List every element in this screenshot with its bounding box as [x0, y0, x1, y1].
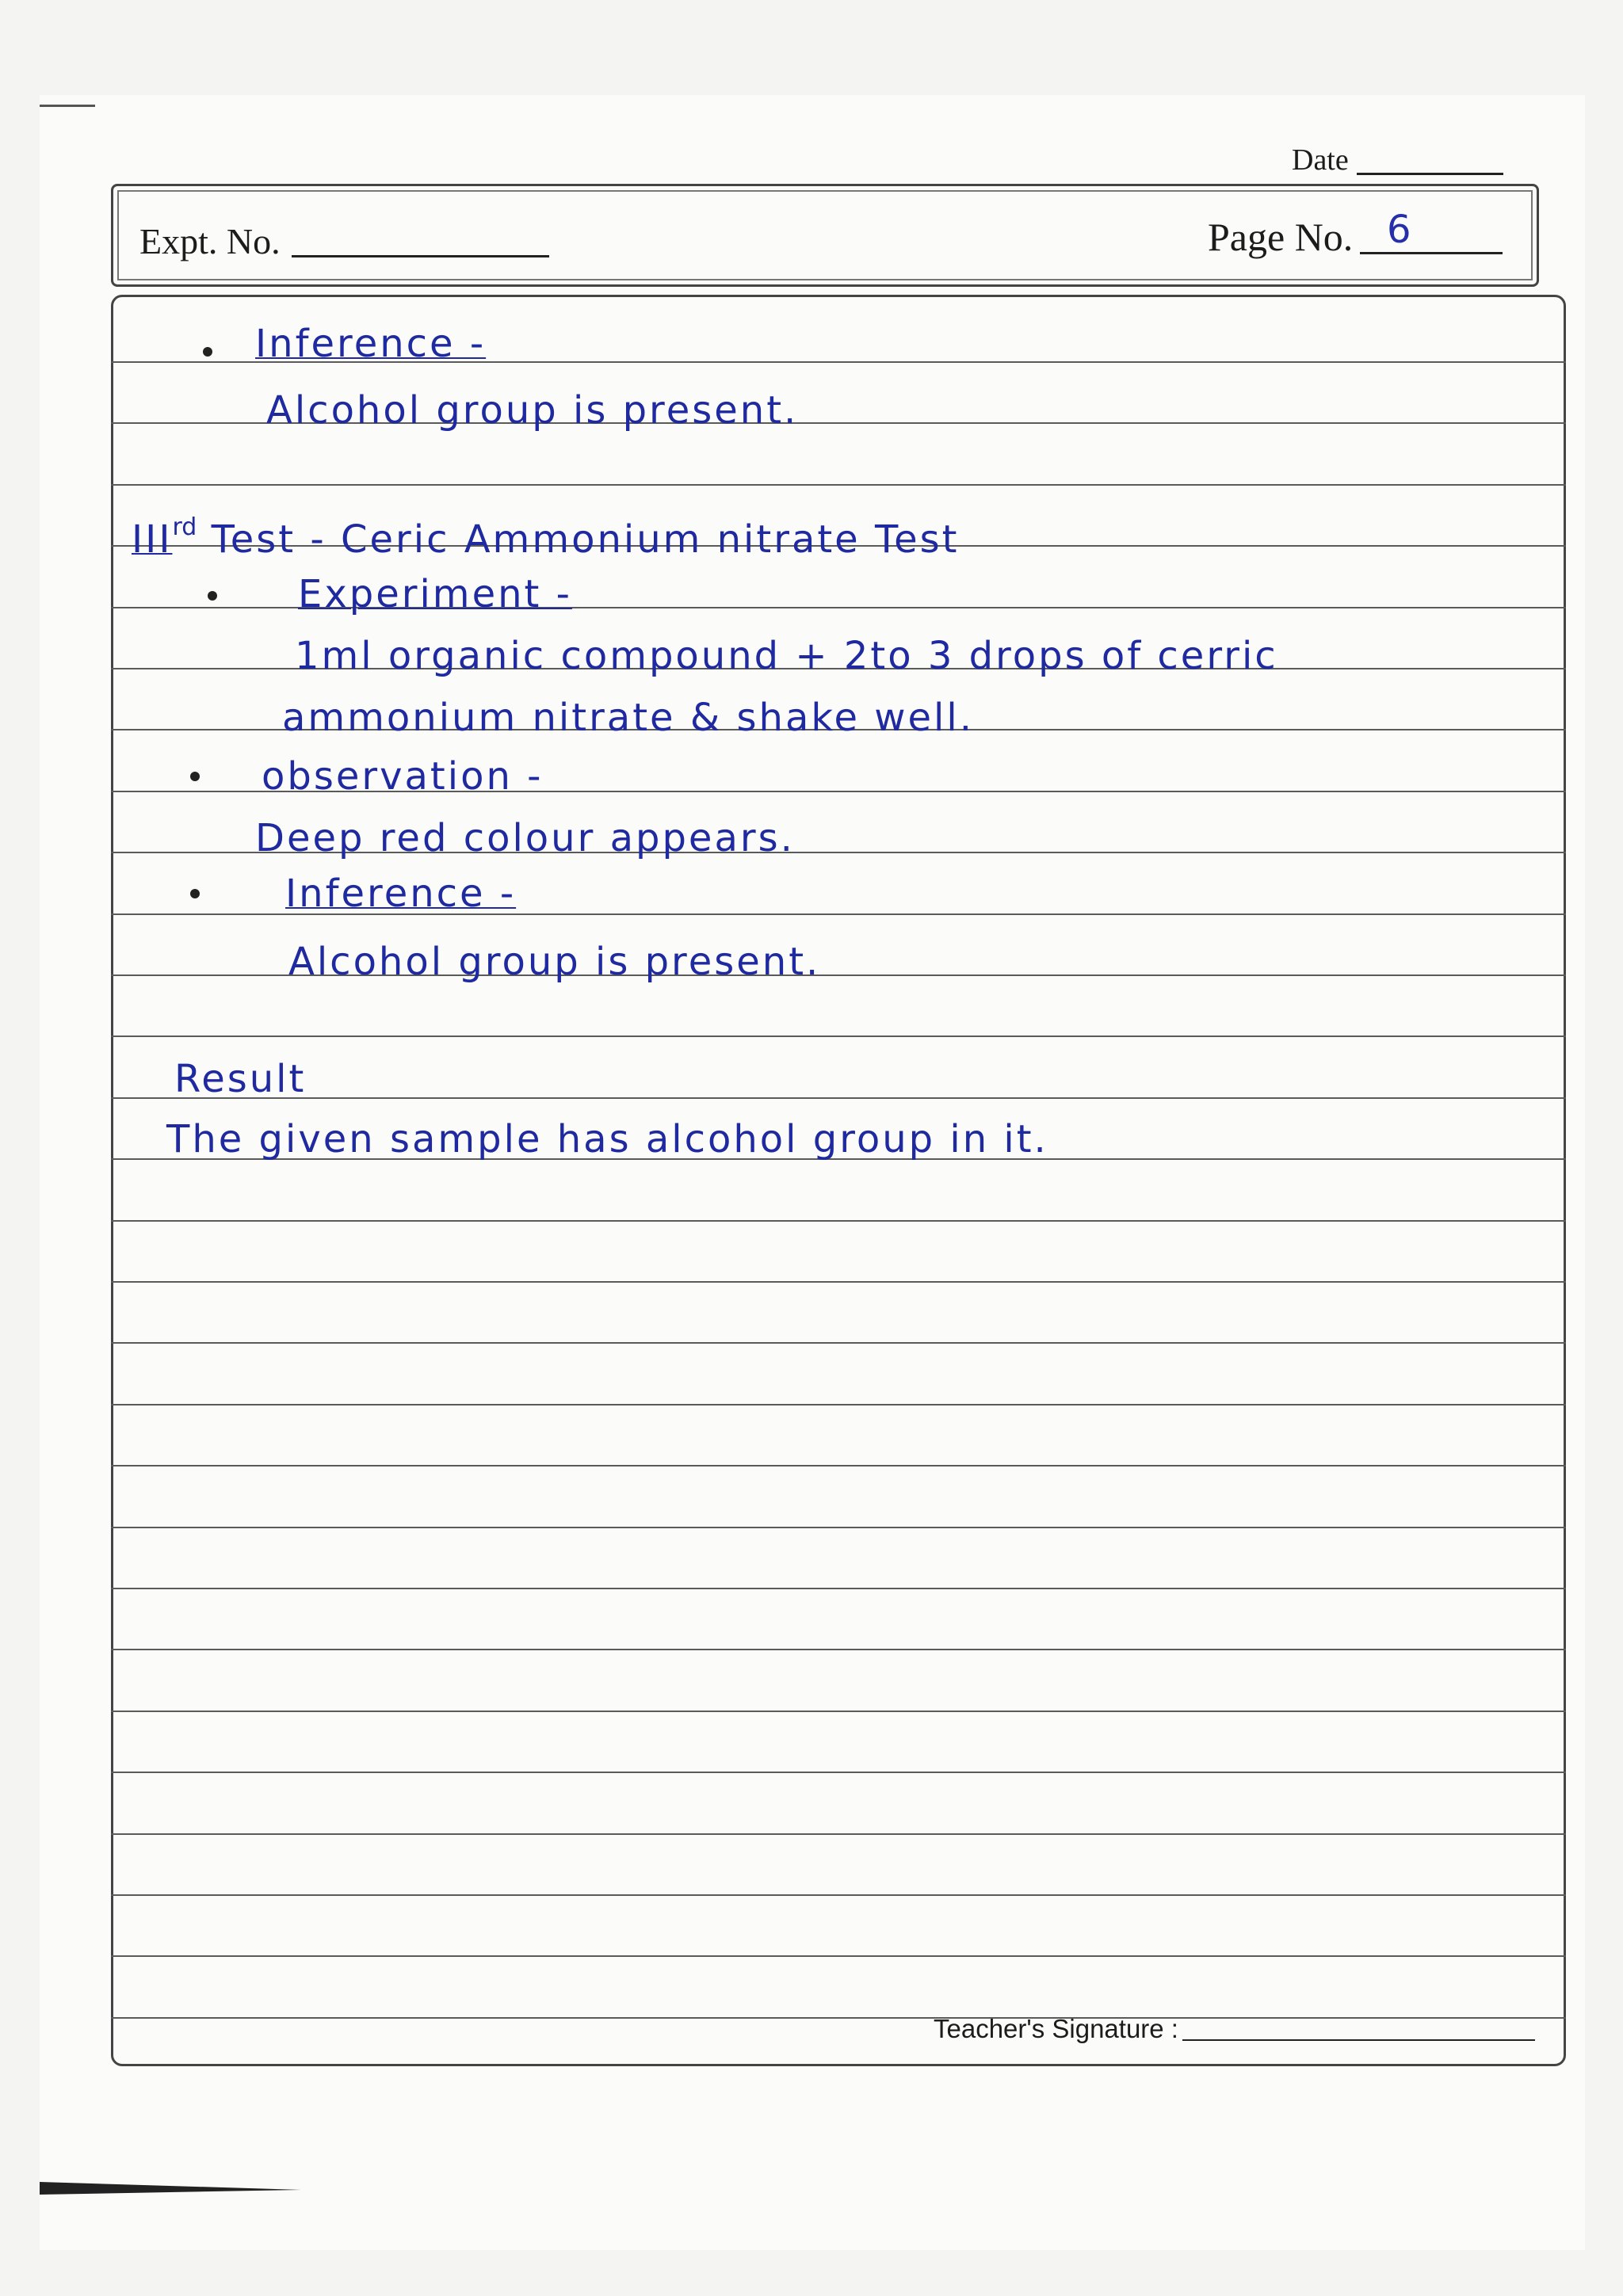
date-label: Date — [1292, 143, 1349, 177]
ruled-line — [111, 1527, 1566, 1528]
bullet-point — [190, 772, 200, 781]
bullet-point — [203, 347, 212, 357]
teacher-signature-label: Teacher's Signature : — [934, 2014, 1178, 2043]
expt-no-field-line — [292, 255, 549, 257]
ruled-line — [111, 1649, 1566, 1650]
ruled-line — [111, 1894, 1566, 1896]
test-heading — [132, 513, 960, 562]
ruled-line — [111, 1588, 1566, 1589]
inference-text-2: Alcohol group is present. — [288, 940, 821, 984]
bullet-point — [208, 591, 217, 601]
expt-no-label: Expt. No. — [139, 221, 281, 261]
page-no-label: Page No. — [1208, 215, 1354, 259]
ruled-line — [111, 1711, 1566, 1712]
ruled-line — [111, 1342, 1566, 1344]
inference-heading-1: Inference - — [255, 322, 487, 366]
ruled-line — [111, 1035, 1566, 1037]
bullet-point — [190, 889, 200, 898]
experiment-heading: Experiment - — [298, 572, 572, 616]
ruled-line — [111, 484, 1566, 486]
ruled-line — [111, 1955, 1566, 1957]
result-heading: Result — [174, 1057, 307, 1101]
test-numeral: III — [132, 517, 173, 562]
page-no-value: 6 — [1387, 208, 1411, 252]
page-edge-mark — [40, 2180, 301, 2196]
observation-heading: observation - — [262, 754, 544, 799]
teacher-signature-line — [1182, 2039, 1535, 2041]
inference-heading-2: Inference - — [285, 871, 517, 916]
ruled-line — [111, 1404, 1566, 1405]
experiment-text-line-2: ammonium nitrate & shake well. — [282, 696, 974, 740]
ruled-line — [111, 2017, 1566, 2019]
date-field-line — [1357, 173, 1503, 175]
test-title: Test - Ceric Ammonium nitrate Test — [211, 517, 960, 562]
ruled-line — [111, 1833, 1566, 1835]
result-text: The given sample has alcohol group in it. — [166, 1117, 1048, 1161]
ruled-line — [111, 1281, 1566, 1283]
observation-text: Deep red colour appears. — [255, 816, 795, 860]
ruled-line — [111, 1220, 1566, 1222]
page-edge-mark — [40, 105, 95, 107]
test-numeral-suffix: rd — [172, 513, 197, 541]
experiment-text-line-1: 1ml organic compound + 2to 3 drops of cerric — [295, 634, 1278, 678]
ruled-line — [111, 1465, 1566, 1466]
inference-text-1: Alcohol group is present. — [266, 388, 799, 433]
ruled-line — [111, 1097, 1566, 1099]
ruled-line — [111, 1772, 1566, 1773]
page-no-field-line — [1360, 252, 1503, 254]
